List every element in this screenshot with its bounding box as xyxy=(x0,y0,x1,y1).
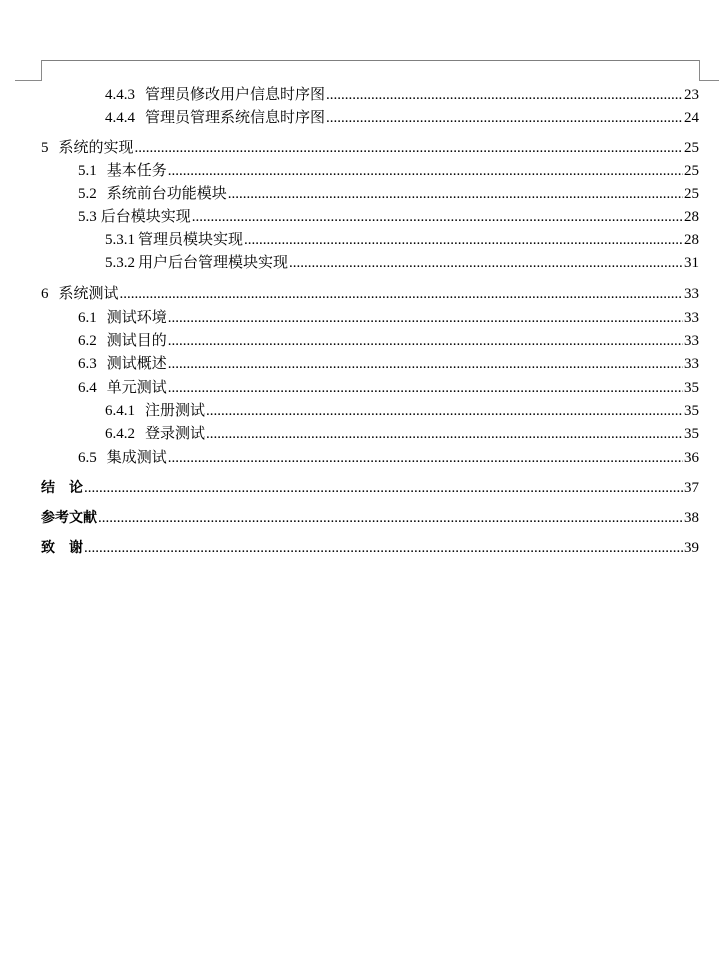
toc-entry-5-3[interactable] xyxy=(78,208,699,226)
toc-entry-title: 登录测试 xyxy=(145,426,206,442)
toc-entry-5-3-2[interactable] xyxy=(105,254,699,272)
toc-entry-page: 37 xyxy=(684,480,699,496)
toc-entry-title: 系统测试 xyxy=(58,286,119,302)
toc-entry-page: 35 xyxy=(684,426,699,442)
toc-entry-title: 管理员管理系统信息时序图 xyxy=(145,110,326,126)
toc-leader-dots xyxy=(206,403,683,420)
toc-entry-page: 35 xyxy=(684,380,699,396)
toc-entry-title: 用户后台管理模块实现 xyxy=(138,255,289,271)
toc-leader-dots xyxy=(326,87,683,104)
toc-entry-page: 33 xyxy=(684,356,699,372)
toc-entry-title: 管理员模块实现 xyxy=(138,232,244,248)
toc-entry-title: 系统的实现 xyxy=(58,140,134,156)
toc-leader-dots xyxy=(84,480,683,497)
toc-entry-page: 25 xyxy=(684,140,699,156)
toc-entry-number: 5.3.1 xyxy=(105,232,135,248)
toc-entry-4-4-4[interactable] xyxy=(105,109,699,127)
toc-entry-page: 24 xyxy=(684,110,699,126)
toc-entry-page: 25 xyxy=(684,186,699,202)
toc-leader-dots xyxy=(228,186,683,203)
toc-entry-number: 6.4.2 xyxy=(105,426,135,442)
toc-entry-6-2[interactable] xyxy=(78,332,699,350)
toc-leader-dots xyxy=(84,540,683,557)
toc-entry-title: 基本任务 xyxy=(106,163,167,179)
toc-entry-number: 5 xyxy=(41,140,49,156)
toc-entry-conclusion[interactable] xyxy=(41,479,699,497)
toc-entry-title: 致 谢 xyxy=(41,540,83,556)
toc-leader-dots xyxy=(244,232,683,249)
toc-entry-5[interactable] xyxy=(41,139,699,157)
toc-entry-references[interactable] xyxy=(41,509,699,527)
toc-entry-number: 6.4 xyxy=(78,380,97,396)
toc-entry-number: 5.3 xyxy=(78,209,97,225)
toc-entry-acknowledgements[interactable] xyxy=(41,539,699,557)
toc-entry-5-3-1[interactable] xyxy=(105,231,699,249)
toc-entry-6-3[interactable] xyxy=(78,355,699,373)
toc-entry-title: 集成测试 xyxy=(106,450,167,466)
toc-leader-dots xyxy=(168,310,683,327)
toc-entry-number: 6.3 xyxy=(78,356,97,372)
toc-entry-number: 5.1 xyxy=(78,163,97,179)
toc-leader-dots xyxy=(206,426,683,443)
toc-entry-6[interactable] xyxy=(41,285,699,303)
corner-mark-left xyxy=(15,60,42,81)
toc-entry-title: 系统前台功能模块 xyxy=(106,186,227,202)
toc-entry-page: 39 xyxy=(684,540,699,556)
toc-leader-dots xyxy=(168,333,683,350)
page-header-rule xyxy=(41,60,699,61)
toc-entry-4-4-3[interactable] xyxy=(105,86,699,104)
toc-entry-title: 测试目的 xyxy=(106,333,167,349)
toc-entry-page: 25 xyxy=(684,163,699,179)
toc-entry-number: 5.2 xyxy=(78,186,97,202)
toc-entry-title: 注册测试 xyxy=(145,403,206,419)
toc-leader-dots xyxy=(192,209,683,226)
toc-entry-title: 后台模块实现 xyxy=(100,209,191,225)
toc-leader-dots xyxy=(120,286,683,303)
toc-leader-dots xyxy=(168,450,683,467)
toc-leader-dots xyxy=(168,163,683,180)
toc-entry-page: 33 xyxy=(684,286,699,302)
toc-entry-number: 4.4.4 xyxy=(105,110,135,126)
toc-entry-page: 28 xyxy=(684,209,699,225)
toc-entry-6-5[interactable] xyxy=(78,449,699,467)
toc-entry-page: 35 xyxy=(684,403,699,419)
corner-mark-right xyxy=(699,60,719,81)
toc-entry-6-4-1[interactable] xyxy=(105,402,699,420)
toc-entry-page: 28 xyxy=(684,232,699,248)
toc-entry-number: 6.4.1 xyxy=(105,403,135,419)
toc-leader-dots xyxy=(168,380,683,397)
toc-entry-title: 测试环境 xyxy=(106,310,167,326)
toc-leader-dots xyxy=(326,110,683,127)
toc-entry-page: 36 xyxy=(684,450,699,466)
toc-entry-page: 38 xyxy=(684,510,699,526)
toc-leader-dots xyxy=(135,140,683,157)
toc-entry-page: 33 xyxy=(684,333,699,349)
toc-entry-page: 23 xyxy=(684,87,699,103)
toc-entry-6-1[interactable] xyxy=(78,309,699,327)
toc-leader-dots xyxy=(168,356,683,373)
toc-entry-number: 6.2 xyxy=(78,333,97,349)
toc-entry-page: 31 xyxy=(684,255,699,271)
toc-entry-number: 6 xyxy=(41,286,49,302)
toc-entry-number: 6.1 xyxy=(78,310,97,326)
toc-entry-title: 管理员修改用户信息时序图 xyxy=(145,87,326,103)
toc-entry-5-2[interactable] xyxy=(78,185,699,203)
toc-leader-dots xyxy=(289,255,683,272)
toc-entry-number: 6.5 xyxy=(78,450,97,466)
toc-entry-title: 参考文献 xyxy=(41,510,97,526)
toc-entry-5-1[interactable] xyxy=(78,162,699,180)
toc-entry-title: 测试概述 xyxy=(106,356,167,372)
toc-entry-6-4-2[interactable] xyxy=(105,425,699,443)
toc-entry-title: 结 论 xyxy=(41,480,83,496)
toc-entry-page: 33 xyxy=(684,310,699,326)
toc-entry-title: 单元测试 xyxy=(106,380,167,396)
toc-leader-dots xyxy=(98,510,683,527)
toc-entry-number: 5.3.2 xyxy=(105,255,135,271)
toc-entry-number: 4.4.3 xyxy=(105,87,135,103)
toc-entry-6-4[interactable] xyxy=(78,379,699,397)
